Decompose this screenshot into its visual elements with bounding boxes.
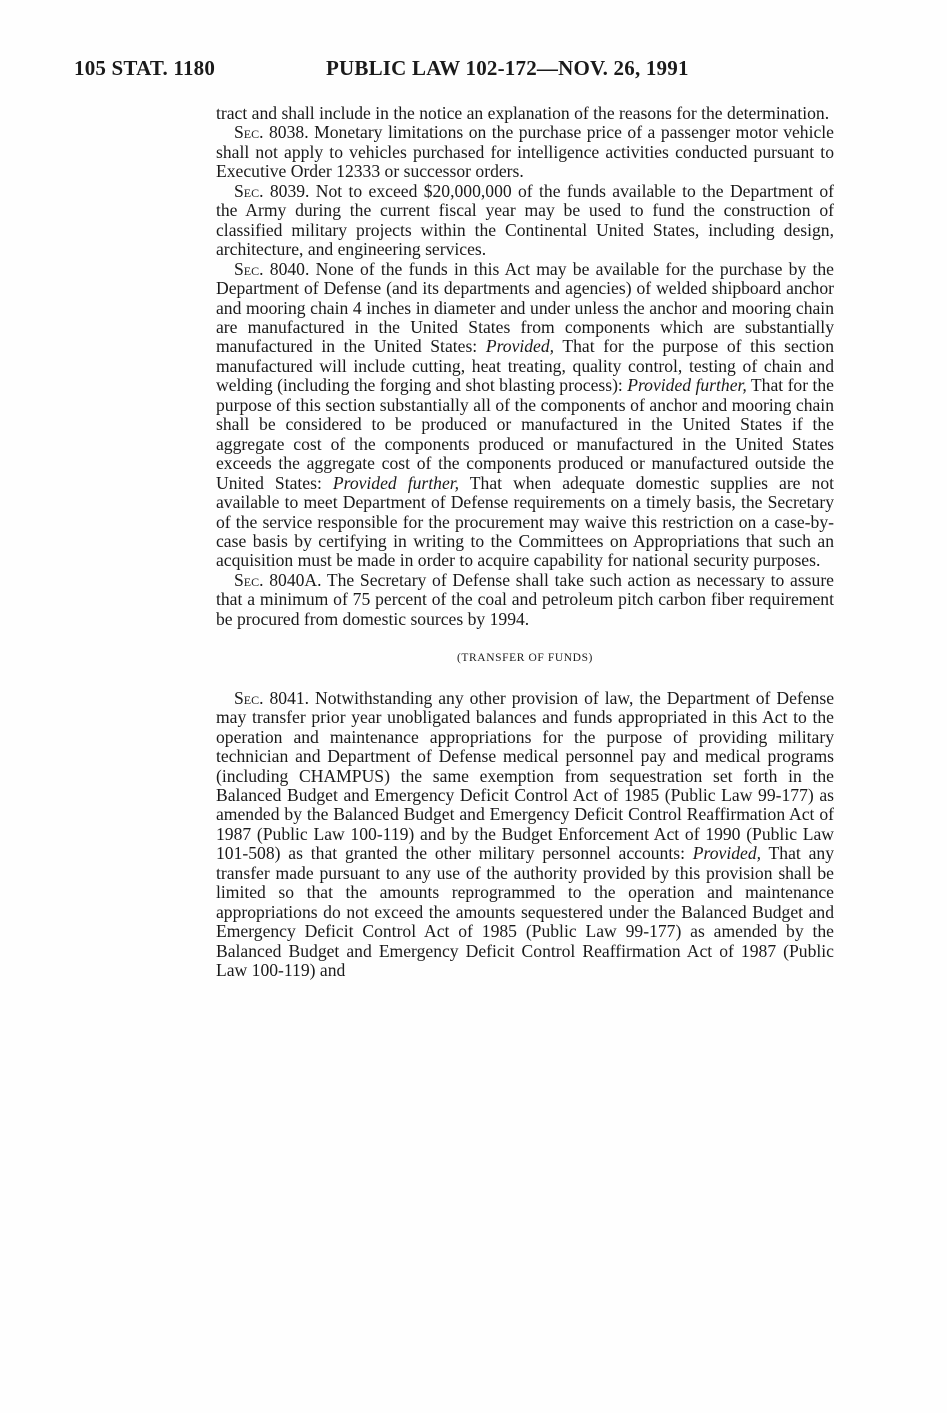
section-8038 — [216, 123, 834, 181]
stat-reference: 105 STAT. 1180 — [74, 56, 216, 80]
section-label: Sec. — [234, 180, 264, 201]
proviso-italic: Provided, — [485, 336, 555, 357]
paragraph-text: 8039. Not to exceed $20,000,000 of the funds available to the Department of the Army during the current fiscal year may be used to fund the construction of classified military projects within the Continental United States, including design, architecture, and engineering services. — [216, 180, 834, 260]
section-heading: (TRANSFER OF FUNDS) — [456, 652, 593, 665]
section-8040 — [216, 260, 834, 571]
paragraph-text: 8041. Notwithstanding any other provision of law, the Department of Defense may transfer prior year unobligated balances and funds appropriated in this Act to the operation and maintenance appropriations for the purpose of providing military technician and Department of Defense medical personnel pay and medical programs (including CHAMPUS) the same exemption from sequestration set forth in the Balanced Budget and Emergency Deficit Control Act of 1985 (Public Law 99-177) as amended by the Balanced Budget and Emergency Deficit Control Reaffirmation Act of 1987 (Public Law 100-119) and by the Budget Enforcement Act of 1990 (Public Law 101-508) as that granted the other military personnel accounts: — [216, 687, 834, 864]
paragraph-text: That when adequate domestic supplies are not available to meet Department of Defense requirements on a timely basis, the Secretary of the service responsible for the procurement may waive this restriction on a case-by-case basis by certifying in writing to the Committees on Appropriations that such an acquisition must be made in order to acquire capability for national security purposes. — [216, 472, 835, 571]
paragraph-text: That for the purpose of this section manufactured will include cutting, heat treating, quality control, testing of chain and welding (including the forging and shot blasting process): — [216, 336, 834, 396]
paragraph-text: 8040A. The Secretary of Defense shall take such action as necessary to assure that a minimum of 75 percent of the coal and petroleum pitch carbon fiber requirement be procured from domestic sources by 1994. — [216, 569, 834, 629]
section-label: Sec. — [234, 569, 264, 590]
continued-paragraph — [216, 104, 834, 123]
law-title: PUBLIC LAW 102-172—NOV. 26, 1991 — [326, 56, 689, 80]
paragraph-text: 8038. Monetary limitations on the purchase price of a passenger motor vehicle shall not apply to vehicles purchased for intelligence activities conducted pursuant to Executive Order 12333 or successor orders. — [216, 122, 834, 182]
paragraph-text: That any transfer made pursuant to any use of the authority provided by this provision shall be limited so that the amounts reprogrammed to the operation and maintenance appropriations do not exceed the amounts sequestered under the Balanced Budget and Emergency Deficit Control Act of 1985 (Public Law 99-177) as amended by the Balanced Budget and Emergency Deficit Control Reaffirmation Act of 1987 (Public Law 100-119) and — [216, 843, 834, 981]
section-8040a — [216, 571, 834, 629]
section-label: Sec. — [234, 258, 264, 279]
paragraph-text: That for the purpose of this section substantially all of the components of anchor and mooring chain shall be considered to be produced or manufactured in the United States if the aggregate cost of the components produced or manufactured in the United States exceeds the aggregate cost of the components produced or manufactured outside the United States: — [216, 375, 834, 493]
proviso-italic: Provided, — [692, 843, 762, 864]
proviso-italic: Provided further, — [627, 375, 747, 396]
section-8041 — [216, 689, 834, 981]
section-label: Sec. — [234, 122, 264, 143]
paragraph-text: 8040. None of the funds in this Act may be available for the purchase by the Department of Defense (and its departments and agencies) of welded shipboard anchor and mooring chain 4 inches in diameter and under unless the anchor and mooring chain are manufactured in the United States from components which are substantially manufactured in the United States: — [216, 258, 834, 357]
section-8039 — [216, 182, 834, 260]
proviso-italic: Provided further, — [332, 472, 460, 493]
section-label: Sec. — [234, 687, 264, 708]
document-body — [216, 104, 834, 980]
paragraph-text: tract and shall include in the notice an explanation of the reasons for the determination. — [216, 103, 830, 123]
running-head — [74, 56, 874, 86]
